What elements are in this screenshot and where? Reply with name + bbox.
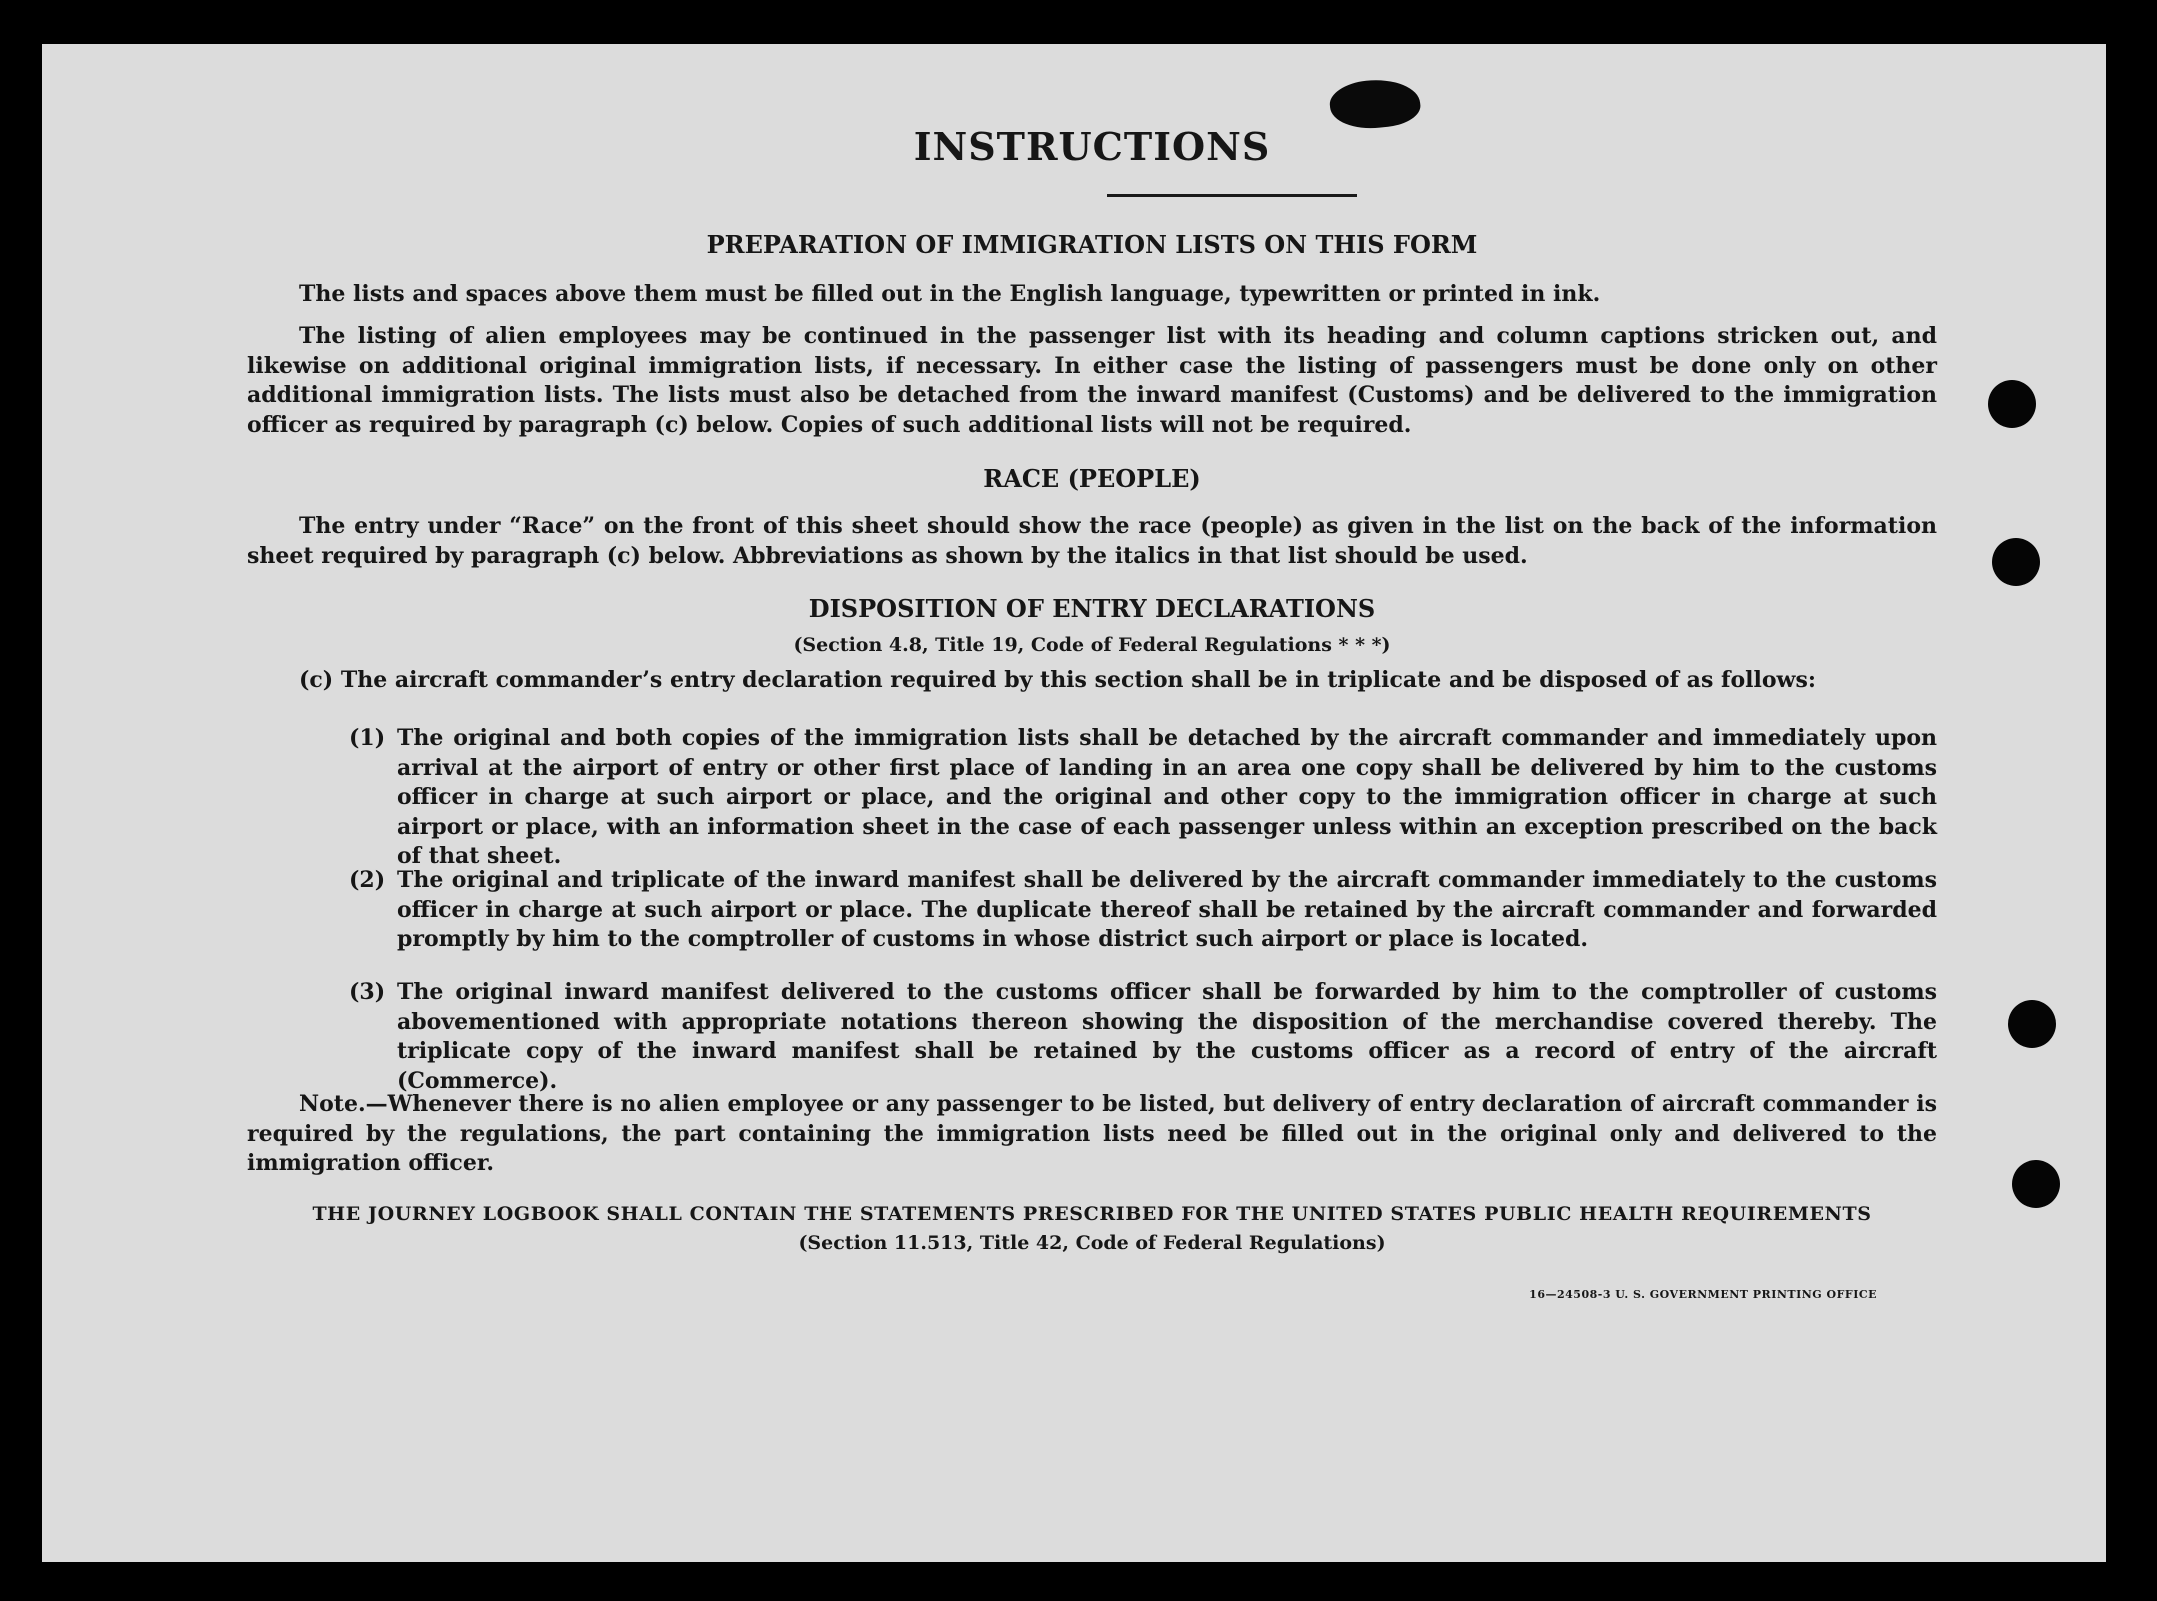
- section-citation-disposition: (Section 4.8, Title 19, Code of Federal Regulations * * *): [793, 634, 1391, 656]
- punch-hole: [1992, 538, 2040, 586]
- punch-hole: [2008, 1000, 2056, 1048]
- printer-mark: 16—24508-3 U. S. GOVERNMENT PRINTING OFFICE: [1529, 1288, 1877, 1301]
- item-number-3: (3): [349, 979, 386, 1005]
- section-heading-race: RACE (PEOPLE): [983, 464, 1201, 493]
- paragraph-note: Note.—Whenever there is no alien employee or any passenger to be listed, but delivery of entry declaration of aircraft commander is required by the regulations, the part containing the immigration lists need be filled out in the original only and delivered to the immigration officer.: [247, 1091, 1937, 1176]
- item-text-1: The original and both copies of the immigration lists shall be detached by the aircraft commander and immediately upon arrival at the airport of entry or other first place of landing in an area one copy shall be delivered by him to the customs officer in charge at such airport or place, and the original and other copy to the immigration officer in charge at such airport or place, with an information sheet in the case of each passenger unless within an exception prescribed on the back of that sheet.: [397, 725, 1937, 869]
- punch-hole: [1988, 380, 2036, 428]
- item-text-3: The original inward manifest delivered to the customs officer shall be forwarded by him to the comptroller of customs abovementioned with appropriate notations thereon showing the disposition of the merchandise covered thereby. The triplicate copy of the inward manifest shall be retained by the customs officer as a record of entry of the aircraft (Commerce).: [397, 979, 1937, 1094]
- paragraph-language: The lists and spaces above them must be filled out in the English language, typewritten or printed in ink.: [299, 281, 1601, 307]
- item-text-2: The original and triplicate of the inward manifest shall be delivered by the aircraft commander immediately to the customs officer in charge at such airport or place. The duplicate thereof shall be retained by the aircraft commander and forwarded promptly by him to the comptroller of customs in whose district such airport or place is located.: [397, 867, 1937, 952]
- paragraph-race: The entry under “Race” on the front of this sheet should show the race (people) as given in the list on the back of the information sheet required by paragraph (c) below. Abbreviations as shown by the italics in that list should be used.: [247, 513, 1937, 569]
- health-requirements-citation: (Section 11.513, Title 42, Code of Federal Regulations): [798, 1232, 1386, 1254]
- section-heading-immigration-lists: PREPARATION OF IMMIGRATION LISTS ON THIS FORM: [706, 230, 1478, 259]
- health-requirements-statement: THE JOURNEY LOGBOOK SHALL CONTAIN THE STATEMENTS PRESCRIBED FOR THE UNITED STATES PUBLIC HEALTH REQUIREMENTS: [312, 1203, 1872, 1225]
- item-number-1: (1): [349, 725, 386, 751]
- page-title: INSTRUCTIONS: [913, 124, 1271, 169]
- paragraph-alien-employees: The listing of alien employees may be continued in the passenger list with its heading and column captions stricken out, and likewise on additional original immigration lists, if necessary. In either case the listing of passengers must be done only on other additional immigration lists. The lists must also be detached from the inward manifest (Customs) and be delivered to the immigration officer as required by paragraph (c) below. Copies of such additional lists will not be required.: [247, 323, 1937, 438]
- document-body: [247, 44, 1937, 1562]
- document-page: [42, 44, 2106, 1562]
- section-heading-disposition: DISPOSITION OF ENTRY DECLARATIONS: [808, 594, 1376, 623]
- title-underline: [1107, 194, 1357, 197]
- paragraph-disposition-intro: (c) The aircraft commander’s entry declaration required by this section shall be in triplicate and be disposed of as follows:: [299, 667, 1816, 693]
- item-number-2: (2): [349, 867, 386, 893]
- punch-hole: [2012, 1160, 2060, 1208]
